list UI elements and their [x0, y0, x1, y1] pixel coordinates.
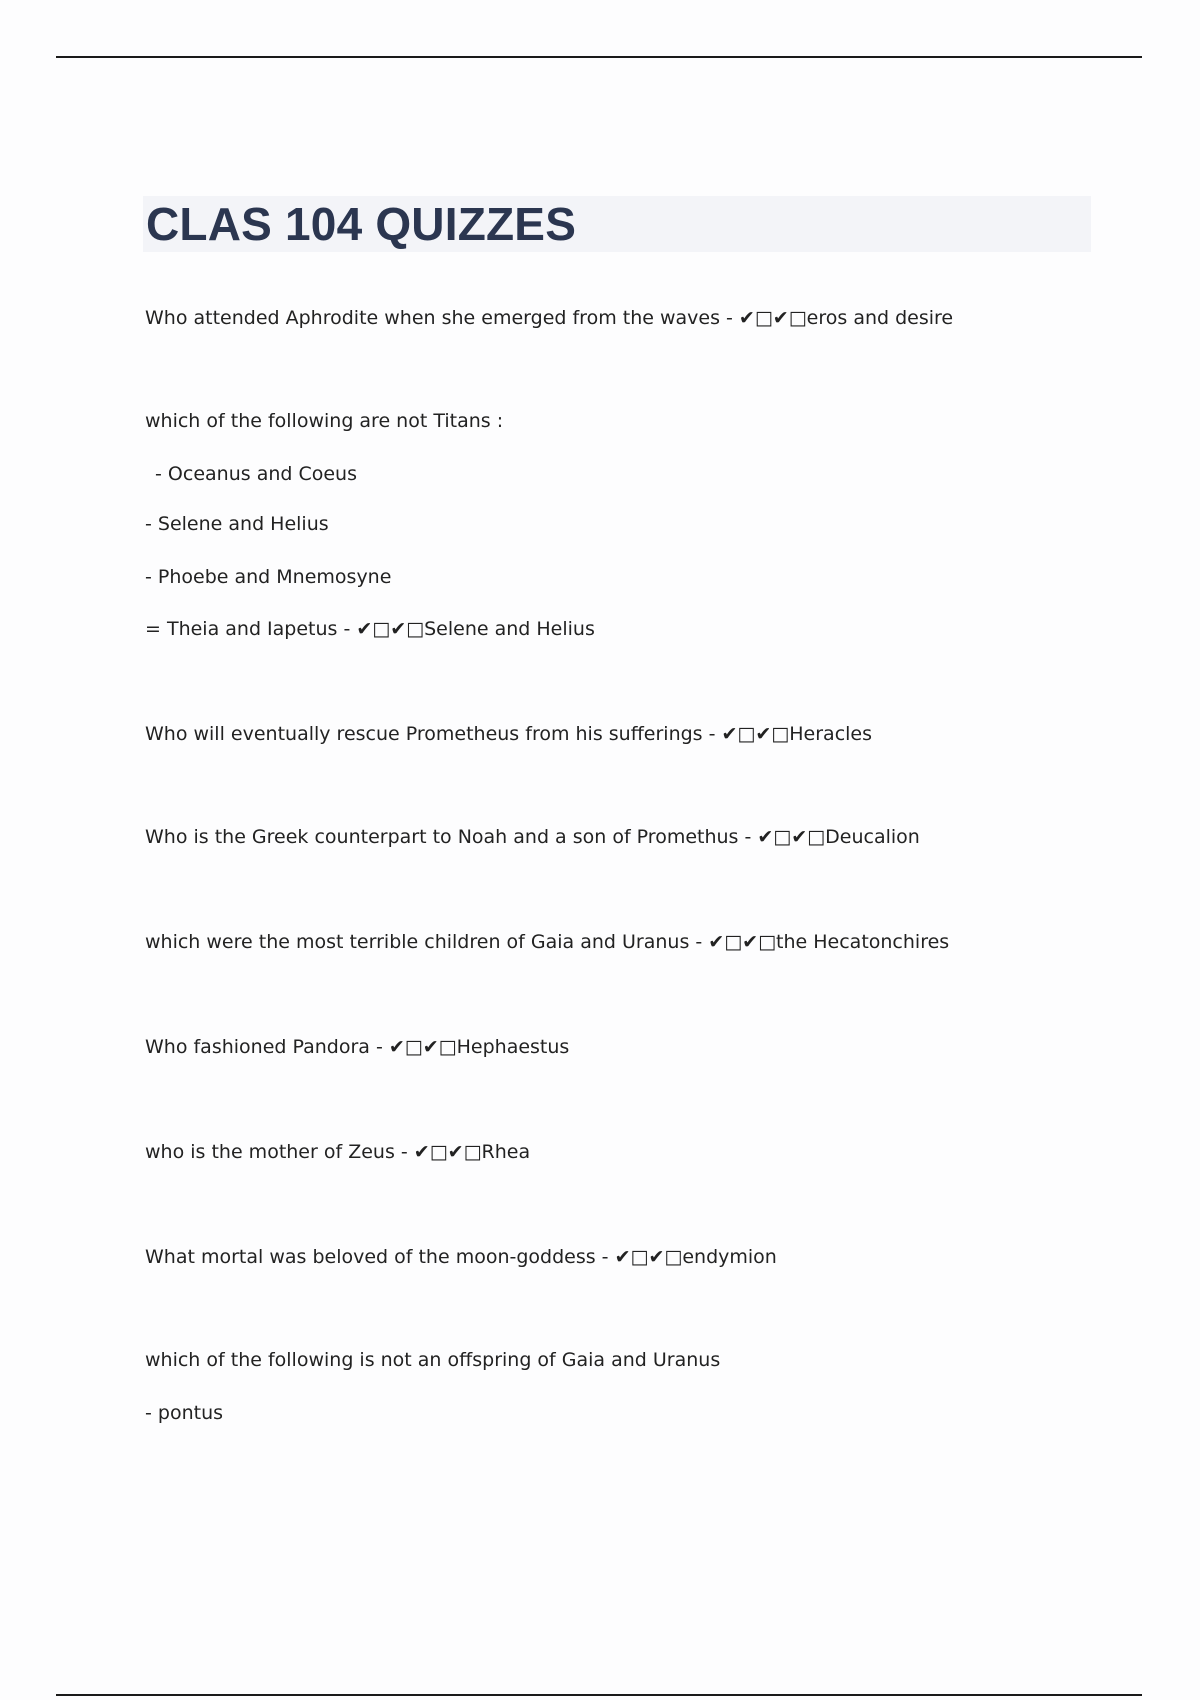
answer-text: Selene and Helius	[424, 618, 595, 640]
answer-text: endymion	[682, 1246, 777, 1268]
option-text: - pontus	[145, 1402, 224, 1424]
check-marker: ✔□✔□	[757, 826, 826, 848]
question-text: Who is the Greek counterpart to Noah and a son of Promethus -	[145, 826, 758, 848]
footer-rule	[56, 1694, 1142, 1696]
answer-text: Deucalion	[825, 826, 920, 848]
answer-text: eros and desire	[806, 307, 954, 329]
check-marker: ✔□✔□	[708, 931, 777, 953]
answer-text: Hephaestus	[456, 1036, 570, 1058]
check-marker: ✔□✔□	[738, 307, 807, 329]
answer-text: the Hecatonchires	[776, 931, 950, 953]
check-marker: ✔□✔□	[413, 1141, 482, 1163]
question-8	[145, 1245, 777, 1269]
check-marker: ✔□✔□	[614, 1246, 683, 1268]
option-text: - Oceanus and Coeus	[149, 463, 357, 485]
question-3	[145, 722, 872, 746]
question-text: Who fashioned Pandora -	[145, 1036, 389, 1058]
option-text: - Phoebe and Mnemosyne	[145, 566, 392, 588]
check-marker: ✔□✔□	[388, 1036, 457, 1058]
question-text: which were the most terrible children of Gaia and Uranus -	[145, 931, 709, 953]
check-marker: ✔□✔□	[356, 618, 425, 640]
answer-text: Heracles	[789, 723, 873, 745]
option-text: = Theia and Iapetus -	[145, 618, 357, 640]
page-title: CLAS 104 QUIZZES	[146, 198, 577, 250]
question-9: which of the following is not an offspring of Gaia and Uranus	[145, 1349, 721, 1371]
question-text: Who attended Aphrodite when she emerged from the waves -	[145, 307, 739, 329]
option-text: - Selene and Helius	[145, 513, 329, 535]
question-text: who is the mother of Zeus -	[145, 1141, 414, 1163]
question-text: What mortal was beloved of the moon-goddess -	[145, 1246, 615, 1268]
question-7	[145, 1140, 530, 1164]
question-2: which of the following are not Titans :	[145, 410, 504, 432]
question-6	[145, 1035, 569, 1059]
question-1	[145, 306, 953, 330]
question-5	[145, 930, 949, 954]
option-answer-line	[145, 617, 595, 641]
check-marker: ✔□✔□	[721, 723, 790, 745]
header-rule	[56, 56, 1142, 58]
question-text: Who will eventually rescue Prometheus from his sufferings -	[145, 723, 722, 745]
answer-text: Rhea	[481, 1141, 531, 1163]
question-4	[145, 825, 920, 849]
